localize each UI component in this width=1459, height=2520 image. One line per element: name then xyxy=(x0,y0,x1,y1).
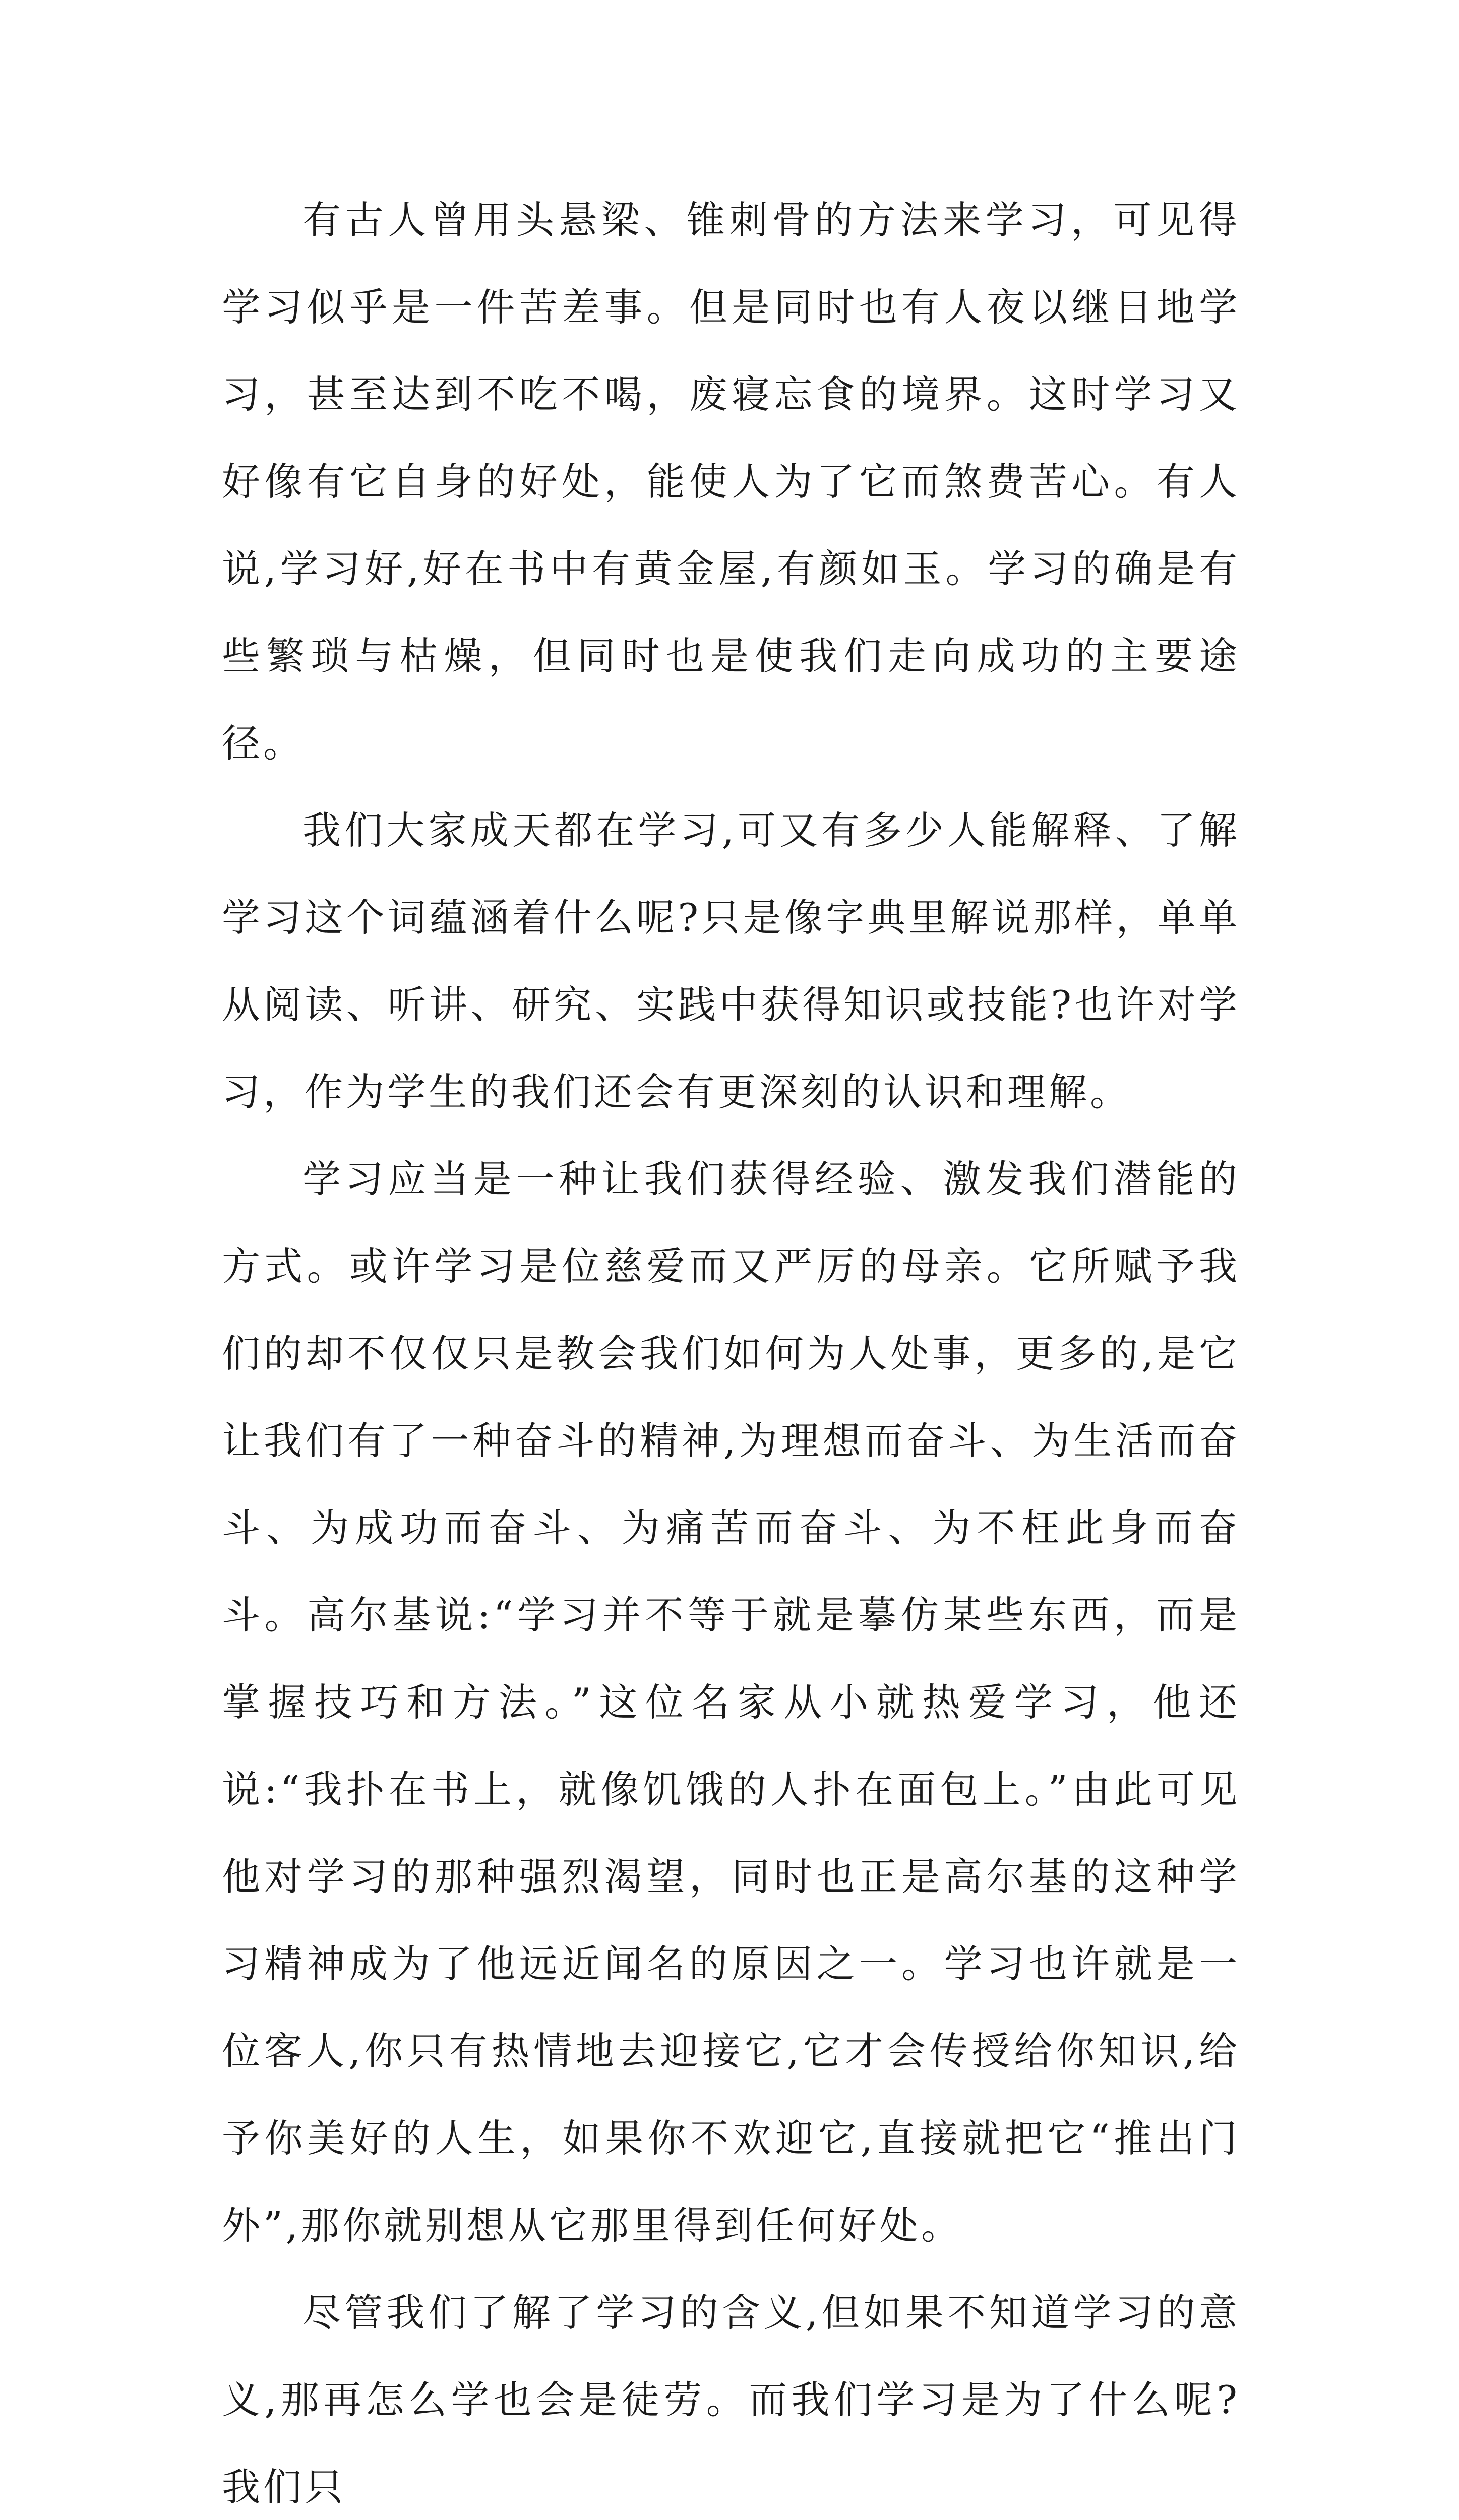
paragraph-2: 我们大家成天都在学习,可又有多少人能解释、了解学习这个词蕴涵着什么呢?只是像字典里解说那样，单单从阅读、听讲、研究、实践中获得知识或技能?也许对学习，作为学生的我们还会有更深刻的认识和理解。 xyxy=(222,808,1240,1114)
paragraph-3: 学习应当是一种让我们获得经验、激发我们潜能的方式。或许学习是位慈爱而又严厉的母亲。它所赋予我们的却不仅仅只是教会我们如何为人处事，更多的,是它让我们有了一种奋斗的精神,为理想而奋斗、为生活而奋斗、为成功而奋斗、为痛苦而奋斗、为不枉此身而奋斗。高尔基说:“学习并不等于就是摹仿某些东西，而是掌握技巧和方法。”这位名家从小就热爱学习，他还说:“我扑在书上，就像饥饿的人扑在面包上。”由此可见他对学习的那种强烈渴望，同时也正是高尔基的这种学习精神成为了他远近闻名的原因之一。学习也许就是一位客人,你只有热情地去迎接它,它才会传授给你知识,给予你美好的人生，如果你不欢迎它,直接就把它“推出门外”,那你就别想从它那里得到任何好处。 xyxy=(222,1157,1240,2248)
document-body xyxy=(222,176,1240,2520)
paragraph-1: 有古人曾用头悬梁、锥刺骨的方法来学习，可见得学习似乎是一件苦差事。但是同时也有人夜以继日地学习，甚至达到不吃不喝，废寝忘食的境界。这时学习又好像有它自身的好处，能使人为了它而煞费苦心。有人说,学习好,好在书中有黄金屋,有颜如玉。学习的确是有些繁琐与枯燥，但同时也是使我们走向成功的主要途径。 xyxy=(222,198,1240,766)
paragraph-4: 尽管我们了解了学习的含义,但如果不知道学习的意义,那再怎么学也会是徒劳。而我们学习是为了什么呢?我们只 xyxy=(222,2290,1240,2509)
